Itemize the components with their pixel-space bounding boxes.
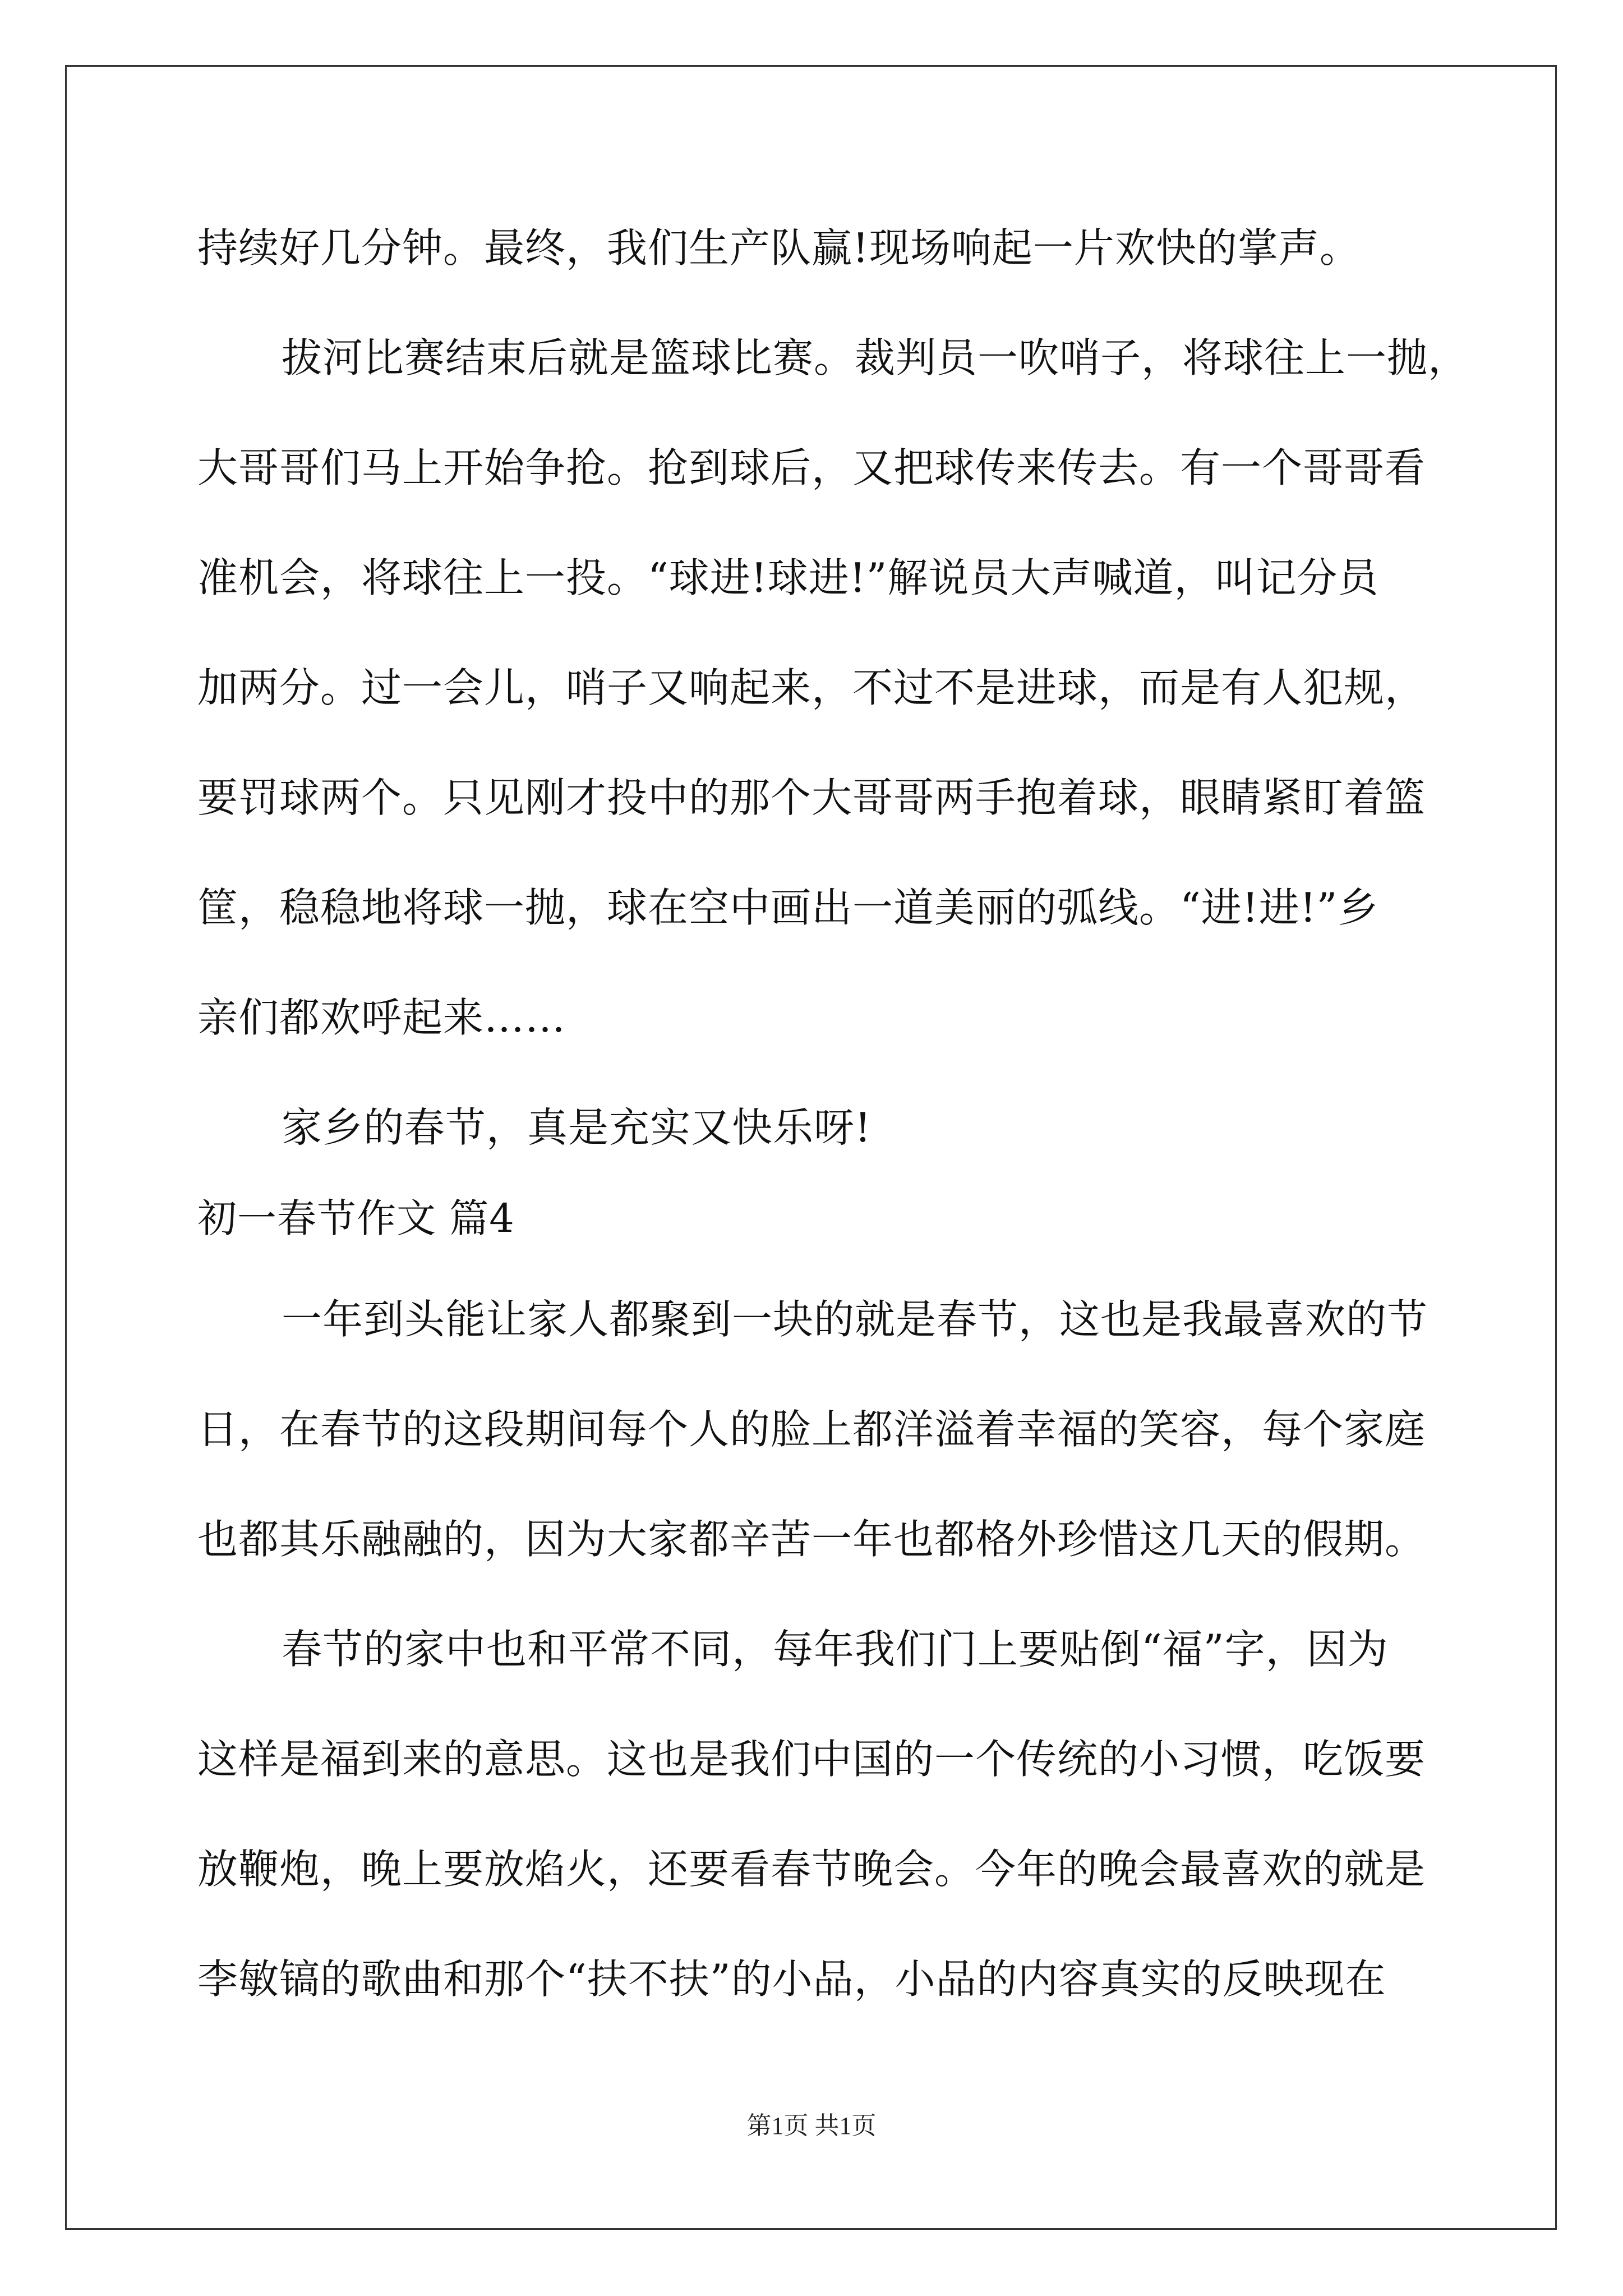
text-line: 也都其乐融融的，因为大家都辛苦一年也都格外珍惜这几天的假期。 <box>197 1516 1426 1563</box>
text-line: 大哥哥们马上开始争抢。抢到球后，又把球传来传去。有一个哥哥看 <box>197 444 1426 491</box>
text-line: 拔河比赛结束后就是篮球比赛。裁判员一吹哨子，将球往上一抛， <box>282 334 1469 381</box>
text-line: 亲们都欢呼起来…… <box>197 994 566 1041</box>
text-line: 春节的家中也和平常不同，每年我们门上要贴倒“福”字，因为 <box>282 1626 1389 1673</box>
text-line: 筐，稳稳地将球一抛，球在空中画出一道美丽的弧线。“进!进!”乡 <box>197 884 1379 931</box>
text-line: 放鞭炮，晚上要放焰火，还要看春节晚会。今年的晚会最喜欢的就是 <box>197 1846 1426 1893</box>
text-line: 一年到头能让家人都聚到一块的就是春节，这也是我最喜欢的节 <box>282 1296 1428 1343</box>
text-line: 要罚球两个。只见刚才投中的那个大哥哥两手抱着球，眼睛紧盯着篮 <box>197 774 1426 821</box>
text-line: 日，在春节的这段期间每个人的脸上都洋溢着幸福的笑容，每个家庭 <box>197 1406 1426 1453</box>
section-heading: 初一春节作文 篇4 <box>197 1195 515 1241</box>
page-footer: 第1页 共1页 <box>746 2112 877 2139</box>
text-line: 持续好几分钟。最终，我们生产队赢!现场响起一片欢快的掌声。 <box>197 224 1361 272</box>
text-line: 李敏镐的歌曲和那个“扶不扶”的小品，小品的内容真实的反映现在 <box>197 1955 1386 2003</box>
text-line: 家乡的春节，真是充实又快乐呀! <box>282 1104 872 1151</box>
text-line: 加两分。过一会儿，哨子又响起来，不过不是进球，而是有人犯规， <box>197 664 1426 711</box>
text-line: 这样是福到来的意思。这也是我们中国的一个传统的小习惯，吃饭要 <box>197 1736 1426 1783</box>
text-line: 准机会，将球往上一投。“球进!球进!”解说员大声喊道，叫记分员 <box>197 554 1379 601</box>
